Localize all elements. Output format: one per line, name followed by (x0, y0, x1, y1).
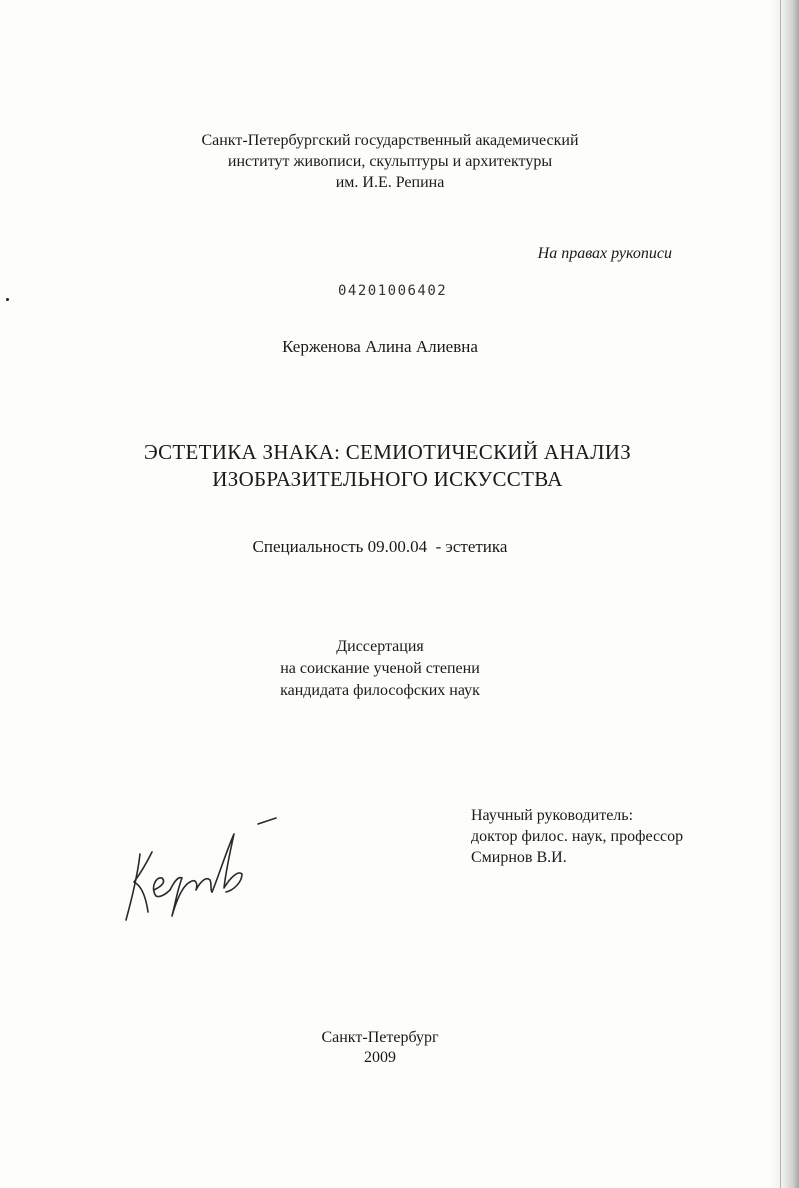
scan-edge-shadow (769, 0, 799, 1188)
catalog-number: 04201006402 (338, 283, 448, 299)
title-line: ИЗОБРАЗИТЕЛЬНОГО ИСКУССТВА (212, 467, 563, 491)
degree-block (0, 636, 760, 702)
institution-line: Санкт-Петербургский государственный академический (201, 132, 579, 149)
supervisor-line: доктор филос. наук, профессор (471, 828, 684, 845)
footer-block (0, 1028, 760, 1068)
degree-line: кандидата философских наук (280, 682, 480, 699)
supervisor-line: Научный руководитель: (471, 807, 634, 824)
degree-line: Диссертация (336, 638, 424, 655)
scan-speck (6, 298, 9, 301)
specialty-line: Специальность 09.00.04 - эстетика (252, 537, 508, 556)
footer-city: Санкт-Петербург (321, 1029, 439, 1046)
degree-line: на соискание ученой степени (280, 660, 480, 677)
supervisor-line: Смирнов В.И. (471, 849, 567, 866)
institution-line: институт живописи, скульптуры и архитектуры (227, 153, 553, 170)
footer-year: 2009 (364, 1049, 396, 1066)
institution-block (40, 130, 740, 193)
scan-edge-line (780, 0, 781, 1188)
dissertation-title (0, 439, 775, 493)
rights-note: На правах рукописи (537, 245, 672, 262)
supervisor-block (471, 805, 771, 868)
institution-line: им. И.Е. Репина (335, 174, 445, 191)
author-signature (118, 812, 278, 932)
author-name: Керженова Алина Алиевна (282, 337, 478, 356)
title-line: ЭСТЕТИКА ЗНАКА: СЕМИОТИЧЕСКИЙ АНАЛИЗ (143, 440, 632, 464)
